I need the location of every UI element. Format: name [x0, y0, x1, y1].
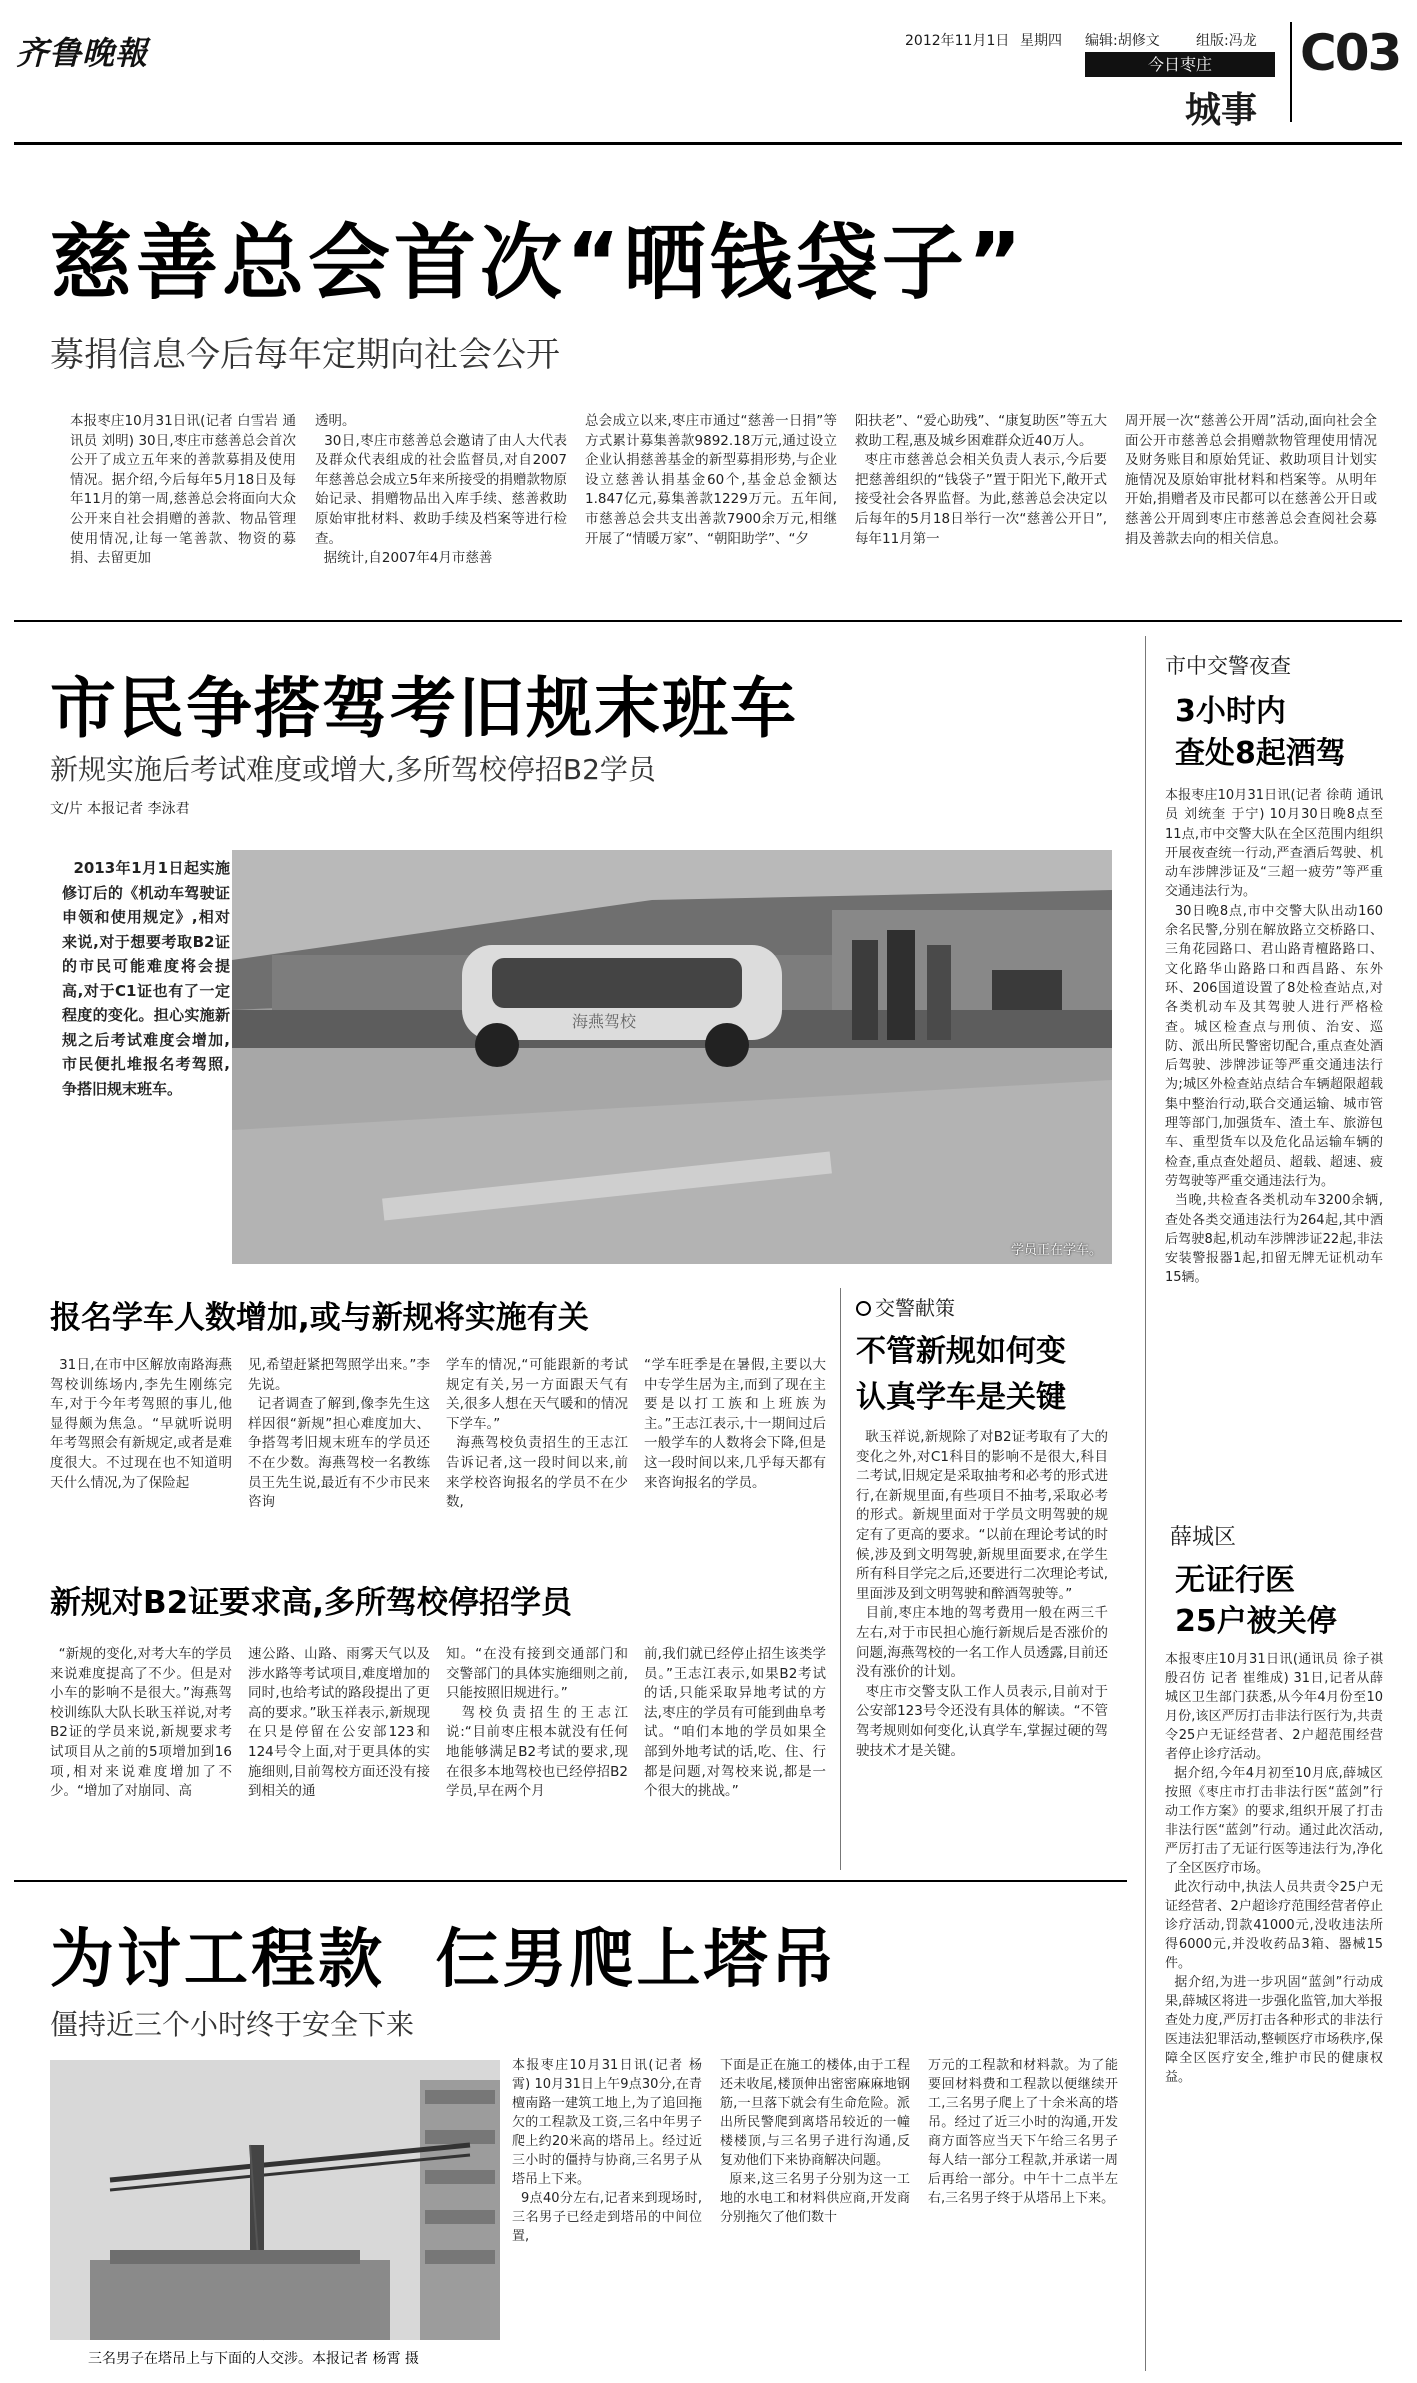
- right2-title-line1: 无证行医: [1175, 1563, 1295, 1598]
- masthead-divider: [1290, 22, 1292, 122]
- tower-crane-photo: [50, 2060, 500, 2340]
- tower-crane-scene: [50, 2060, 500, 2340]
- story1-col2: 透明。 30日,枣庄市慈善总会邀请了由人大代表及群众代表组成的社会监督员,对自2007年慈善总会成立5年来所接受的捐赠款物原始记录、捐赠物品出入库手续、慈善救助原始审批材料、救助手续及档案等进行检查。 据统计,自2007年4月市慈善: [315, 413, 567, 567]
- section-name: 城事: [1185, 90, 1258, 131]
- sidebar-title-line2: 认真学车是关键: [856, 1380, 1066, 1415]
- story2-s2-col3: 知。“在没有接到交通部门和交警部门的具体实施细则之前,只能按照旧规进行。” 驾校负责招生的王志江说:“目前枣庄根本就没有任何地能够满足B2考试的要求,现在很多本地驾校也已经停招B2学员,早在两个月: [446, 1646, 629, 1800]
- right2-body: 本报枣庄10月31日讯(通讯员 徐子祺 殷召仿 记者 崔维成) 31日,记者从薛城区卫生部门获悉,从今年4月份至10月份,该区严厉打击非法行医行为,共责令25户无证经营者、2户超范围经营者停止诊疗活动。 据介绍,今年4月初至10月底,薛城区按照《枣庄市打击非法行医“蓝剑”行动工作方案》的要求,组织开展了打击非法行医“蓝剑”行动。通过此次活动,严厉打击了无证行医等违法行为,净化了全区医疗市场。 此次行动中,执法人员共责令25户无证经营者、2户超诊疗范围经营者停止诊疗活动,罚款41000元,没收违法所得6000元,并没收药品3箱、器械15件。 据介绍,为进一步巩固“蓝剑”行动成果,薛城区将进一步强化监管,加大举报查处力度,严厉打击各种形式的非法行医违法犯罪活动,整顿医疗市场秩序,保障全区医疗安全,维护市民的健康权益。: [1165, 1652, 1384, 2085]
- story1-headline: 慈善总会首次“晒钱袋子”: [50, 216, 1026, 311]
- car-door-text: 海燕驾校: [572, 1014, 637, 1031]
- story2-s1-col4: “学车旺季是在暑假,主要以大中专学生居为主,而到了现在主要是以打工族和上班族为主。”王志江表示,十一期间过后一般学车的人数将会下降,但是这一段时间以来,几乎每天都有来咨询报名的学员。: [644, 1357, 826, 1491]
- issue-date: 2012年11月1日: [905, 33, 1010, 49]
- section-tag: 今日枣庄: [1085, 52, 1275, 77]
- info-bullet-icon: [856, 1301, 871, 1316]
- story3-headline: 为讨工程款 仨男爬上塔吊: [50, 1923, 838, 1997]
- right1-title-line2: 查处8起酒驾: [1175, 736, 1346, 771]
- right1-body: 本报枣庄10月31日讯(记者 徐萌 通讯员 刘统奎 于宁) 10月30日晚8点至11点,市中交警大队在全区范围内组织开展夜查统一行动,严查酒后驾驶、机动车涉牌涉证及“三超一疲劳”等严重交通违法行为。 30日晚8点,市中交警大队出动160余名民警,分别在解放路立交桥路口、三角花园路口、君山路青檀路路口、文化路华山路路口和西昌路、东外环、206国道设置了8处检查站点,对各类机动车及其驾驶人进行严格检查。城区检查点与刑侦、治安、巡防、派出所民警密切配合,重点查处酒后驾驶、涉牌涉证等严重交通违法行为;城区外检查站点结合车辆超限超载集中整治行动,联合交通运输、城市管理等部门,加强货车、渣土车、旅游包车、重型货车以及危化品运输车辆的检查,重点查处超员、超载、超速、疲劳驾驶等严重交通违法行为。 当晚,共检查各类机动车3200余辆,查处各类交通违法行为264起,其中酒后驾驶8起,机动车涉牌涉证22起,非法安装警报器1起,扣留无牌无证机动车15辆。: [1165, 788, 1383, 1286]
- story2-s1-col1: 31日,在市中区解放南路海燕驾校训练场内,李先生刚练完车,对于今年考驾照的事儿,他显得颇为焦急。“早就听说明年考驾照会有新规定,或者是难度很大。不过现在也不知道明天什么情况,为了保险起: [50, 1357, 232, 1491]
- tower-crane-photo-caption: 三名男子在塔吊上与下面的人交涉。本报记者 杨霄 摄: [88, 2351, 419, 2367]
- right2-title-line2: 25户被关停: [1175, 1604, 1337, 1639]
- story1-col3: 总会成立以来,枣庄市通过“慈善一日捐”等方式累计募集善款9892.18万元,通过设立企业认捐慈善基金的新型募捐形势,与企业设立慈善认捐基金60个,基金总金额达1.847亿元,募集善款1229万元。五年间,市慈善总会共支出善款7900余万元,相继开展了“情暖万家”、“朝阳助学”、“夕: [585, 413, 837, 547]
- layout-credit: 组版:冯龙: [1196, 33, 1257, 49]
- masthead-rule: [14, 142, 1402, 145]
- right-column-divider: [1145, 636, 1146, 2371]
- story2-s2-col1: “新规的变化,对考大车的学员来说难度提高了不少。但是对小车的影响不是很大。”海燕驾校训练队大队长耿玉祥说,对考B2证的学员来说,新规要求考试项目从之前的5项增加到16项,相对来说难度增加了不少。“增加了对崩同、高: [50, 1646, 232, 1800]
- story2-section2-title: 新规对B2证要求高,多所驾校停招学员: [50, 1585, 572, 1621]
- right2-kicker: 薛城区: [1170, 1525, 1237, 1550]
- story3-col3: 万元的工程款和材料款。为了能要回材料费和工程款以便继续开工,三名男子爬上了十余米高的塔吊。经过了近三小时的沟通,开发商方面答应当天下午给三名男子每人结一部分工程款,并承诺一周后再给一部分。中午十二点半左右,三名男子终于从塔吊上下来。: [928, 2058, 1118, 2206]
- paper-logo: 齐鲁晚報: [16, 34, 149, 72]
- story2-s1-col3: 学车的情况,“可能跟新的考试规定有关,另一方面跟天气有关,很多人想在天气暖和的情况下学车。” 海燕驾校负责招生的王志江告诉记者,这一段时间以来,前来学校咨询报名的学员不在少数,: [446, 1357, 628, 1511]
- story1-col5: 周开展一次“慈善公开周”活动,面向社会全面公开市慈善总会捐赠款物管理使用情况及财务账目和原始凭证、救助项目计划实施情况及原始审批材料和档案等。从明年开始,捐赠者及市民都可以在慈善公开日或慈善公开周到枣庄市慈善总会查阅社会募捐及善款去向的相关信息。: [1125, 413, 1377, 547]
- story1-col4: 阳扶老”、“爱心助残”、“康复助医”等五大救助工程,惠及城乡困难群众近40万人。 枣庄市慈善总会相关负责人表示,今后要把慈善组织的“钱袋子”置于阳光下,敞开式接受社会各界监督。为此,慈善总会决定以后每年的5月18日举行一次“慈善公开日”,每年11月第一: [855, 413, 1107, 547]
- story2-s2-col2: 速公路、山路、雨雾天气以及涉水路等考试项目,难度增加的同时,也给考试的路段提出了更高的要求。”耿玉祥表示,新规现在只是停留在公安部123和124号令上面,对于更具体的实施细则,目前驾校方面还没有接到相关的通: [248, 1646, 430, 1800]
- story2-bottom-rule: [14, 1880, 1127, 1882]
- story2-byline: 文/片 本报记者 李泳君: [50, 801, 190, 817]
- story2-s1-col2: 见,希望赶紧把驾照学出来。”李先说。 记者调查了解到,像李先生这样因很“新规”担心难度加大、争搭驾考旧规末班车的学员还不在少数。海燕驾校一名教练员王先生说,最近有不少市民来咨询: [248, 1357, 430, 1511]
- story1-bottom-rule: [14, 620, 1402, 622]
- sidebar-tag: [856, 1292, 955, 1321]
- editor-credit: 编辑:胡修文: [1085, 33, 1160, 49]
- sidebar-divider: [840, 1288, 841, 1870]
- driving-school-scene: [232, 850, 1112, 1264]
- issue-weekday: 星期四: [1020, 33, 1062, 49]
- story2-lead: 2013年1月1日起实施修订后的《机动车驾驶证申领和使用规定》,相对来说,对于想要考取B2证的市民可能难度将会提高,对于C1证也有了一定程度的变化。担心实施新规之后考试难度会增加,市民便扎堆报名考驾照,争搭旧规末班车。: [62, 859, 230, 1098]
- story2-s2-col4: 前,我们就已经停止招生该类学员。”王志江表示,如果B2考试的话,只能采取异地考试的方法,枣庄的学员有可能到曲阜考试。“咱们本地的学员如果全部到外地考试的话,吃、住、行都是问题,对驾校来说,都是一个很大的挑战。”: [644, 1646, 826, 1800]
- story2-section1-title: 报名学车人数增加,或与新规将实施有关: [50, 1300, 589, 1336]
- sidebar-body: 耿玉祥说,新规除了对B2证考取有了大的变化之外,对C1科目的影响不是很大,科目二考试,旧规定是采取抽考和必考的形式进行,在新规里面,有些项目不抽考,采取必考的形式。新规里面对于学员文明驾驶的规定有了更高的要求。“以前在理论考试的时候,涉及到文明驾驶,新规里面要求,在学生所有科目学完之后,还要进行二次理论考试,里面涉及到文明驾驶和醉酒驾驶等。” 目前,枣庄本地的驾考费用一般在两三千左右,对于市民担心施行新规后是否涨价的问题,海燕驾校的一名工作人员透露,目前还没有涨价的计划。 枣庄市交警支队工作人员表示,目前对于公安部123号令还没有具体的解读。“不管驾考规则如何变化,认真学车,掌握过硬的驾驶技术才是关键。: [856, 1429, 1108, 1759]
- story1-col1: 本报枣庄10月31日讯(记者 白雪岩 通讯员 刘明) 30日,枣庄市慈善总会首次公开了成立五年来的善款募捐及使用情况。据介绍,今后每年5月18日及每年11月的第一周,慈善总会将面向大众公开来自社会捐赠的善款、物品管理使用情况,让每一笔善款、物资的募捐、去留更加: [70, 413, 296, 567]
- sidebar-title-line1: 不管新规如何变: [856, 1334, 1066, 1369]
- driving-school-photo: [232, 850, 1112, 1264]
- sidebar-tag-label: 交警献策: [875, 1296, 955, 1320]
- story3-col2: 下面是正在施工的楼体,由于工程还未收尾,楼顶伸出密密麻麻地钢筋,一旦落下就会有生命危险。派出所民警爬到离塔吊较近的一幢楼楼顶,与三名男子进行沟通,反复劝他们下来协商解决问题。 原来,这三名男子分别为这一工地的水电工和材料供应商,开发商分别拖欠了他们数十: [720, 2058, 911, 2225]
- story2-headline: 市民争搭驾考旧规末班车: [50, 670, 798, 747]
- driving-school-photo-caption: 学员正在学车。: [1010, 1243, 1102, 1258]
- story3-col1: 本报枣庄10月31日讯(记者 杨霄) 10月31日上午9点30分,在青檀南路一建筑工地上,为了追回拖欠的工程款及工资,三名中年男子爬上约20米高的塔吊上。经过近三小时的僵持与协商,三名男子从塔吊上下来。 9点40分左右,记者来到现场时,三名男子已经走到塔吊的中间位置,: [512, 2058, 703, 2244]
- story1-subhead: 募捐信息今后每年定期向社会公开: [50, 335, 560, 375]
- story2-subhead: 新规实施后考试难度或增大,多所驾校停招B2学员: [50, 753, 656, 786]
- story3-subhead: 僵持近三个小时终于安全下来: [50, 2008, 415, 2041]
- page-number: C03: [1300, 24, 1401, 82]
- right1-kicker: 市中交警夜查: [1165, 654, 1291, 678]
- right1-title-line1: 3小时内: [1175, 694, 1286, 729]
